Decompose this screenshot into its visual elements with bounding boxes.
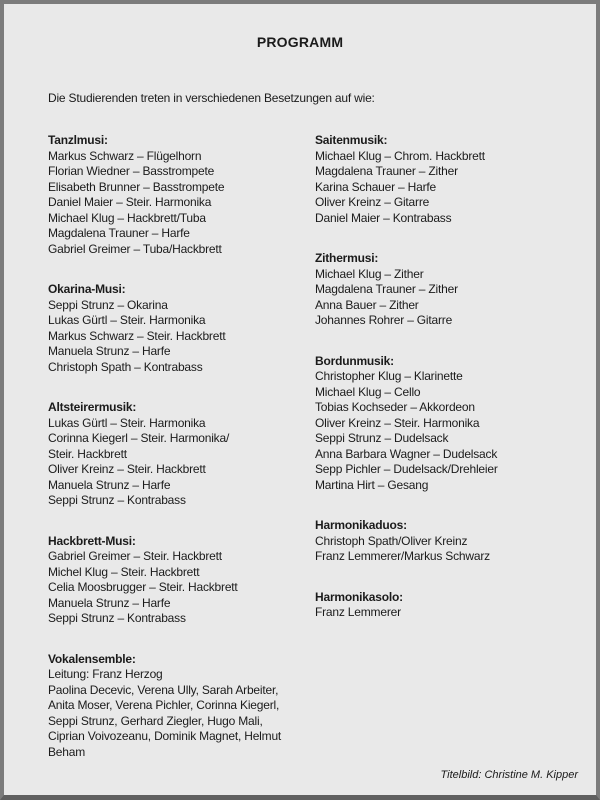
ensemble-heading: Okarina-Musi: — [48, 282, 126, 296]
performer-line: Magdalena Trauner – Harfe — [48, 226, 190, 240]
performer-line: Michael Klug – Cello — [315, 384, 421, 399]
right-column — [315, 133, 577, 785]
performer-line: Gabriel Greimer – Steir. Hackbrett — [48, 549, 222, 563]
performer-line: Oliver Kreinz – Steir. Harmonika — [315, 415, 480, 430]
performer-line: Seppi Strunz – Kontrabass — [48, 493, 186, 507]
ensemble-section — [48, 534, 315, 627]
performer-line: Michael Klug – Hackbrett/Tuba — [48, 210, 206, 225]
performer-line: Paolina Decevic, Verena Ully, Sarah Arbeiter, — [48, 682, 279, 697]
title-image-credit: Titelbild: Christine M. Kipper — [440, 768, 578, 781]
ensemble-columns — [48, 133, 596, 785]
performer-line: Ciprian Voivozeanu, Dominik Magnet, Helmut — [48, 729, 282, 743]
ensemble-section — [315, 518, 577, 565]
performer-line: Seppi Strunz – Dudelsack — [315, 431, 449, 445]
ensemble-section — [48, 133, 315, 257]
performer-line: Manuela Strunz – Harfe — [48, 344, 171, 358]
performer-line: Tobias Kochseder – Akkordeon — [315, 400, 475, 414]
performer-line: Johannes Rohrer – Gitarre — [315, 313, 453, 327]
performer-line: Oliver Kreinz – Gitarre — [315, 195, 430, 209]
performer-line: Christoph Spath/Oliver Kreinz — [315, 533, 468, 548]
performer-line: Anna Bauer – Zither — [315, 297, 419, 312]
intro-text: Die Studierenden treten in verschiedenen Besetzungen auf wie: — [48, 90, 375, 105]
ensemble-section — [315, 354, 577, 494]
ensemble-heading: Saitenmusik: — [315, 133, 388, 147]
ensemble-heading: Bordunmusik: — [315, 353, 394, 368]
performer-line: Sepp Pichler – Dudelsack/Drehleier — [315, 462, 498, 476]
ensemble-heading: Zithermusi: — [315, 251, 379, 265]
performer-line: Daniel Maier – Kontrabass — [315, 210, 452, 225]
performer-line: Christopher Klug – Klarinette — [315, 369, 463, 383]
performer-line: Lukas Gürtl – Steir. Harmonika — [48, 415, 206, 430]
ensemble-heading: Vokalensemble: — [48, 651, 136, 666]
page-title: PROGRAMM — [256, 34, 344, 50]
performer-line: Anna Barbara Wagner – Dudelsack — [315, 446, 498, 461]
performer-line: Gabriel Greimer – Tuba/Hackbrett — [48, 241, 222, 256]
performer-line: Magdalena Trauner – Zither — [315, 282, 458, 296]
performer-line: Daniel Maier – Steir. Harmonika — [48, 195, 212, 209]
performer-line: Anita Moser, Verena Pichler, Corinna Kiegerl, — [48, 698, 280, 712]
ensemble-section — [315, 251, 577, 329]
performer-line: Christoph Spath – Kontrabass — [48, 359, 203, 374]
ensemble-heading: Altsteirermusik: — [48, 400, 137, 414]
performer-line: Seppi Strunz – Okarina — [48, 297, 168, 312]
performer-line: Michel Klug – Steir. Hackbrett — [48, 564, 200, 579]
performer-line: Seppi Strunz – Kontrabass — [48, 611, 186, 625]
ensemble-section — [315, 590, 577, 621]
performer-line: Magdalena Trauner – Zither — [315, 164, 458, 178]
performer-line: Florian Wiedner – Basstrompete — [48, 164, 215, 178]
performer-line: Michael Klug – Zither — [315, 266, 424, 281]
performer-line: Martina Hirt – Gesang — [315, 477, 429, 492]
performer-line: Markus Schwarz – Steir. Hackbrett — [48, 328, 226, 343]
performer-line: Beham — [48, 744, 86, 759]
ensemble-heading: Tanzlmusi: — [48, 133, 108, 147]
performer-line: Corinna Kiegerl – Steir. Harmonika/ — [48, 431, 230, 445]
performer-line: Elisabeth Brunner – Basstrompete — [48, 179, 225, 194]
ensemble-heading: Hackbrett-Musi: — [48, 533, 136, 548]
performer-line: Manuela Strunz – Harfe — [48, 477, 171, 492]
performer-line: Seppi Strunz, Gerhard Ziegler, Hugo Mali, — [48, 713, 263, 728]
performer-line: Karina Schauer – Harfe — [315, 179, 437, 194]
ensemble-section — [48, 282, 315, 375]
ensemble-heading: Harmonikaduos: — [315, 518, 407, 532]
performer-line: Celia Moosbrugger – Steir. Hackbrett — [48, 580, 238, 594]
ensemble-section — [48, 400, 315, 509]
performer-line: Franz Lemmerer — [315, 605, 401, 619]
performer-line: Markus Schwarz – Flügelhorn — [48, 148, 202, 163]
ensemble-section — [48, 652, 315, 761]
left-column — [48, 133, 315, 785]
performer-line: Oliver Kreinz – Steir. Hackbrett — [48, 462, 206, 476]
performer-line: Franz Lemmerer/Markus Schwarz — [315, 549, 490, 563]
performer-line: Michael Klug – Chrom. Hackbrett — [315, 148, 485, 163]
ensemble-section — [315, 133, 577, 226]
performer-line: Manuela Strunz – Harfe — [48, 595, 171, 610]
performer-line: Steir. Hackbrett — [48, 446, 127, 461]
performer-line: Lukas Gürtl – Steir. Harmonika — [48, 313, 206, 327]
performer-line: Leitung: Franz Herzog — [48, 667, 163, 681]
ensemble-heading: Harmonikasolo: — [315, 589, 403, 604]
